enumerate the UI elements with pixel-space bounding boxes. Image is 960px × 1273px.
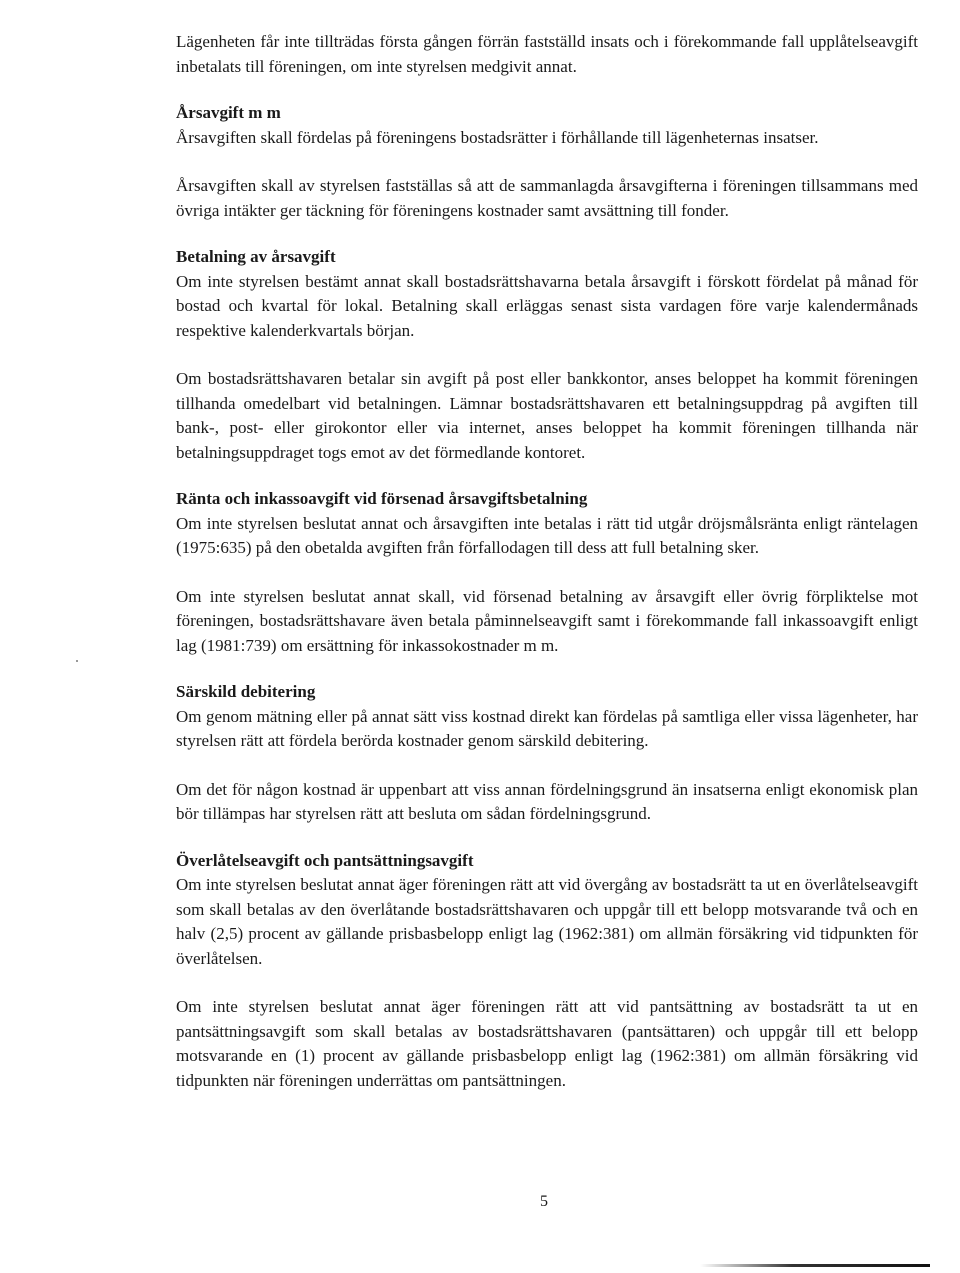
paragraph-overlatelseavgift: Om inte styrelsen beslutat annat äger föreningen rätt att vid övergång av bostadsrätt ta ut en överlåtelseavgift som skall betalas av den överlåtande bostadsrättshavaren och uppgår till ett belopp motsvarande två och en halv (2,5) procent av gällande prisbasbelopp enligt lag (1962:381) om allmän försäkring vid tidpunkten för överlåtelsen. (176, 875, 918, 968)
heading-betalning: Betalning av årsavgift (176, 247, 336, 266)
page-number: 5 (540, 1193, 548, 1210)
paragraph-arsavgift-faststallande: Årsavgiften skall av styrelsen fastställas så att de sammanlagda årsavgifterna i föreningen tillsammans med övriga intäkter ger täckning för föreningens kostnader samt avsättning till fonder. (176, 176, 918, 220)
paragraph-arsavgift-fordelning: Årsavgiften skall fördelas på föreningens bostadsrätter i förhållande till lägenheternas insatser. (176, 127, 819, 147)
paragraph-betalning-forskott: Om inte styrelsen bestämt annat skall bostadsrättshavarna betala årsavgift i förskott fördelat på månad för bostad och kvartal för lokal. Betalning skall erläggas senast sista vardagen före varje kalendermånads respektive kalenderkvartals början. (176, 271, 918, 340)
heading-sarskild-debitering: Särskild debitering (176, 682, 316, 701)
paragraph-fordelningsgrund: Om det för någon kostnad är uppenbart att viss annan fördelningsgrund än insatserna enligt ekonomisk plan bör tillämpas har styrelsen rätt att besluta om sådan fördelningsgrund. (176, 779, 918, 823)
heading-arsavgift: Årsavgift m m (176, 103, 281, 122)
scan-speck (76, 660, 78, 662)
paragraph-drojsmalsranta: Om inte styrelsen beslutat annat och årsavgiften inte betalas i rätt tid utgår dröjsmålsränta enligt räntelagen (1975:635) på den obetalda avgiften från förfallodagen till dess att full betalning sker. (176, 513, 918, 557)
paragraph-tilltrade: Lägenheten får inte tillträdas första gången förrän fastställd insats och i förekommande fall upplåtelseavgift inbetalats till föreningen, om inte styrelsen medgivit annat. (176, 32, 918, 76)
paragraph-matning: Om genom mätning eller på annat sätt viss kostnad direkt kan fördelas på samtliga eller vissa lägenheter, har styrelsen rätt att fördela berörda kostnader genom särskild debitering. (176, 706, 918, 750)
heading-overlatelseavgift: Överlåtelseavgift och pantsättningsavgift (176, 850, 474, 870)
paragraph-paminnelseavgift: Om inte styrelsen beslutat annat skall, vid försenad betalning av årsavgift eller övrig förpliktelse mot föreningen, bostadsrättshavare även betala påminnelseavgift samt i förekommande fall inkassoavgift enligt lag (1981:739) om ersättning för inkassokostnader m m. (176, 586, 918, 655)
paragraph-betalning-post-bank: Om bostadsrättshavaren betalar sin avgift på post eller bankkontor, anses beloppet ha kommit föreningen tillhanda omedelbart vid betalningen. Lämnar bostadsrättshavaren ett betalningsuppdrag på avgiften till bank-, post- eller girokontor eller via internet, anses beloppet ha kommit föreningen tillhanda när betalningsuppdraget togs emot av det förmedlande kontoret. (176, 369, 918, 462)
document-body (176, 30, 918, 1093)
heading-ranta-inkasso: Ränta och inkassoavgift vid försenad årsavgiftsbetalning (176, 489, 588, 508)
scan-edge-line (700, 1264, 930, 1267)
paragraph-pantsattningsavgift: Om inte styrelsen beslutat annat äger föreningen rätt att vid pantsättning av bostadsrätt ta ut en pantsättningsavgift som skall betalas av bostadsrättshavaren (pantsättaren) och uppgår till ett belopp motsvarande en (1) procent av gällande prisbasbelopp enligt lag (1962:381) om allmän försäkring vid tidpunkten när föreningen underrättas om pantsättningen. (176, 997, 918, 1090)
